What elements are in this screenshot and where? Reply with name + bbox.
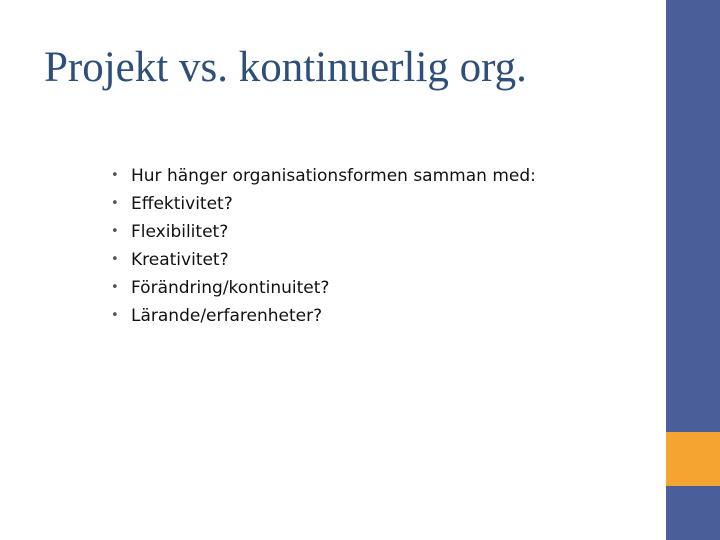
bullet-dot-icon: •	[111, 280, 119, 295]
bullet-text: Flexibilitet?	[131, 222, 229, 242]
bullet-item	[108, 218, 536, 246]
bullet-text: Kreativitet?	[131, 250, 229, 270]
bullet-text: Lärande/erfarenheter?	[131, 306, 323, 326]
bullet-item	[108, 190, 536, 218]
bullet-text: Förändring/kontinuitet?	[131, 278, 330, 298]
bullet-dot-icon: •	[111, 308, 119, 323]
sidebar-decoration-bottom	[666, 486, 720, 540]
sidebar-decoration-top	[666, 0, 720, 432]
bullet-list	[108, 162, 536, 330]
bullet-dot-icon: •	[111, 252, 119, 267]
bullet-item	[108, 162, 536, 190]
bullet-dot-icon: •	[111, 168, 119, 183]
bullet-text: Hur hänger organisationsformen samman med:	[131, 166, 536, 186]
bullet-text: Effektivitet?	[131, 194, 233, 214]
sidebar-accent-square	[666, 432, 720, 486]
bullet-item	[108, 302, 536, 330]
bullet-item	[108, 246, 536, 274]
bullet-item	[108, 274, 536, 302]
slide-title: Projekt vs. kontinuerlig org.	[44, 44, 527, 91]
bullet-dot-icon: •	[111, 224, 119, 239]
bullet-dot-icon: •	[111, 196, 119, 211]
